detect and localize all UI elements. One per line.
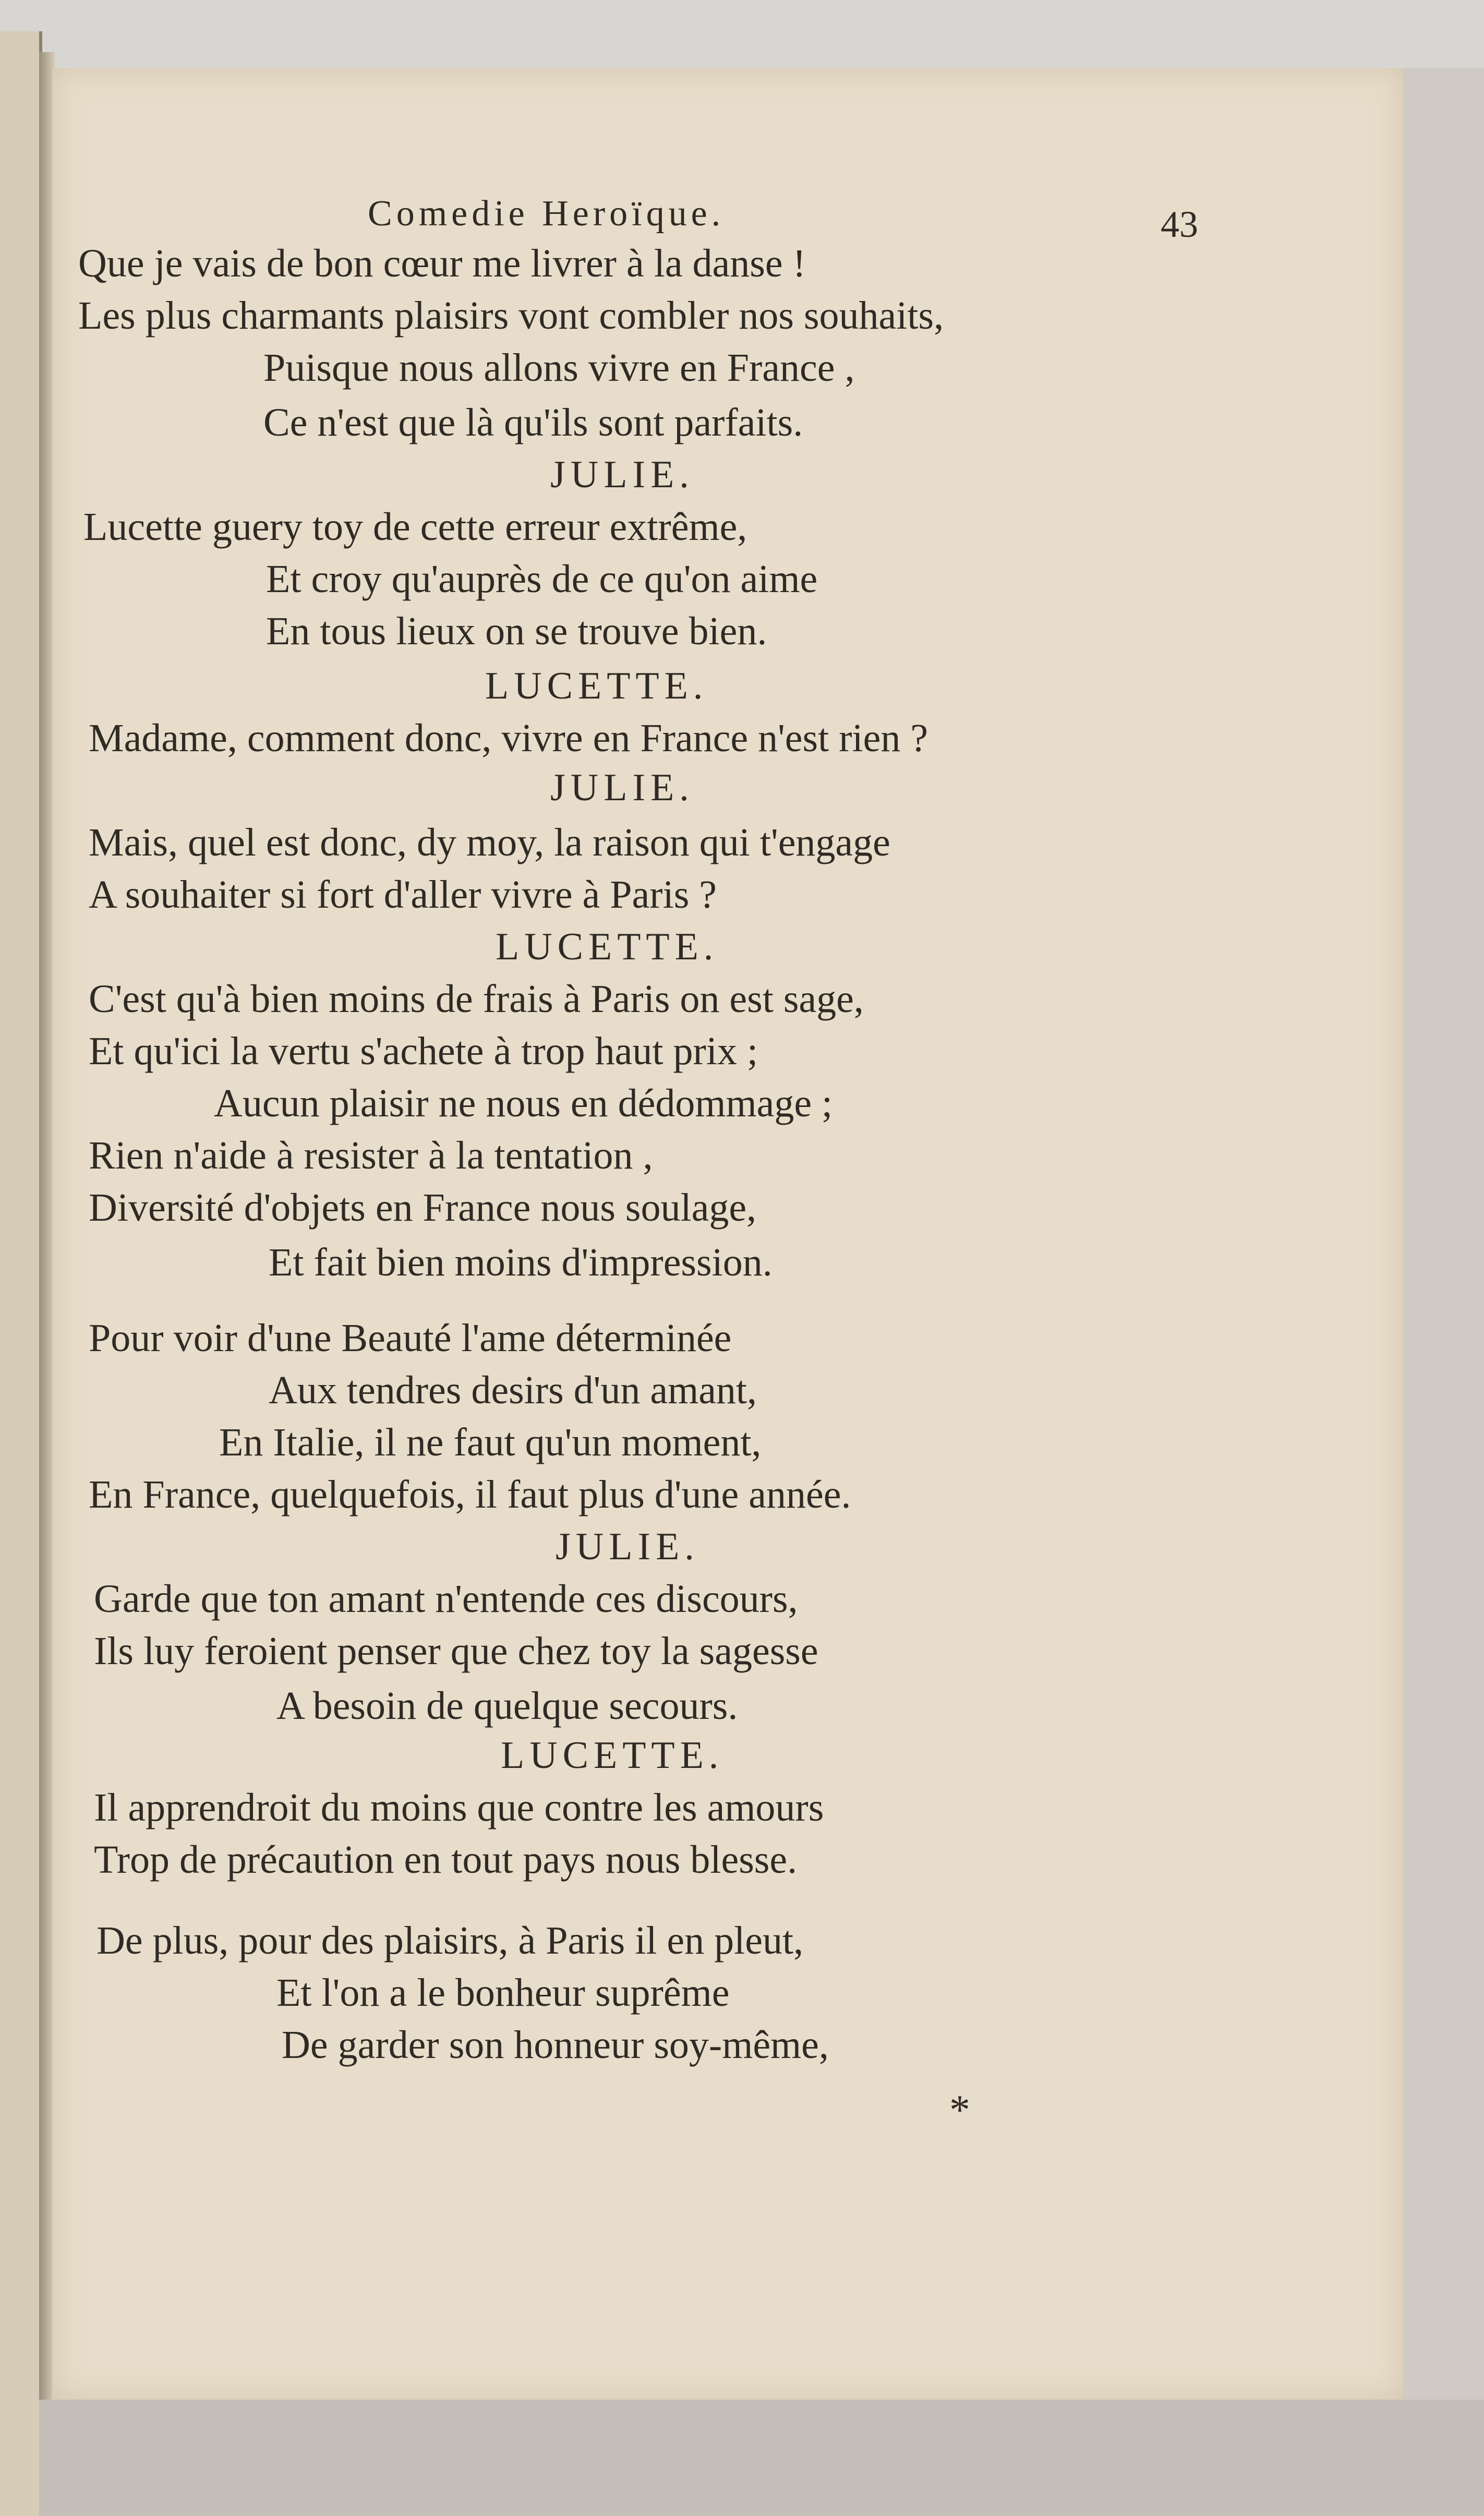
verse-line: De plus, pour des plaisirs, à Paris il en pleut, xyxy=(96,1919,804,1963)
verse-line: Ce n'est que là qu'ils sont parfaits. xyxy=(263,401,803,444)
speaker-heading: LUCETTE. xyxy=(485,665,708,707)
speaker-heading: JULIE. xyxy=(550,453,694,496)
verse-line: Puisque nous allons vivre en France , xyxy=(263,346,855,390)
verse-line: En Italie, il ne faut qu'un moment, xyxy=(219,1420,762,1464)
speaker-heading: LUCETTE. xyxy=(501,1734,724,1777)
speaker-heading: LUCETTE. xyxy=(496,925,719,968)
scan-background xyxy=(0,0,1484,73)
speaker-heading: JULIE. xyxy=(556,1525,699,1568)
scan-margin-right xyxy=(1403,68,1484,2516)
facing-page-edge xyxy=(0,31,42,2516)
verse-line: De garder son honneur soy-même, xyxy=(282,2023,829,2067)
running-title: Comedie Heroïque. xyxy=(368,194,725,234)
verse-line: Les plus charmants plaisirs vont combler nos souhaits, xyxy=(78,294,944,338)
verse-line: Et croy qu'auprès de ce qu'on aime xyxy=(266,557,818,601)
verse-line: A souhaiter si fort d'aller vivre à Paris ? xyxy=(89,873,717,917)
verse-line: Mais, quel est donc, dy moy, la raison qui t'engage xyxy=(89,821,890,864)
verse-line: Il apprendroit du moins que contre les amours xyxy=(94,1786,824,1829)
signature-mark: * xyxy=(949,2087,970,2133)
verse-line: Garde que ton amant n'entende ces discours, xyxy=(94,1577,798,1621)
verse-line: A besoin de quelque secours. xyxy=(276,1684,738,1728)
verse-line: Trop de précaution en tout pays nous blesse. xyxy=(94,1838,798,1882)
verse-line: Et l'on a le bonheur suprême xyxy=(276,1971,730,2015)
verse-line: En France, quelquefois, il faut plus d'une année. xyxy=(89,1473,851,1516)
verse-line: Lucette guery toy de cette erreur extrême, xyxy=(83,505,747,549)
speaker-heading: JULIE. xyxy=(550,766,694,809)
verse-line: Ils luy feroient penser que chez toy la sagesse xyxy=(94,1629,818,1673)
verse-line: Aucun plaisir ne nous en dédommage ; xyxy=(214,1081,833,1125)
verse-line: Et fait bien moins d'impression. xyxy=(269,1241,773,1284)
page-number: 43 xyxy=(1161,203,1198,245)
verse-line: Aux tendres desirs d'un amant, xyxy=(269,1368,757,1412)
verse-line: Diversité d'objets en France nous soulage, xyxy=(89,1186,757,1230)
verse-line: Madame, comment donc, vivre en France n'est rien ? xyxy=(89,716,928,760)
scan-margin-bottom xyxy=(39,2400,1484,2516)
verse-line: Pour voir d'une Beauté l'ame déterminée xyxy=(89,1316,732,1360)
verse-line: C'est qu'à bien moins de frais à Paris on est sage, xyxy=(89,977,864,1021)
verse-line: En tous lieux on se trouve bien. xyxy=(266,609,767,653)
verse-line: Rien n'aide à resister à la tentation , xyxy=(89,1134,653,1177)
verse-line: Et qu'ici la vertu s'achete à trop haut prix ; xyxy=(89,1029,758,1073)
verse-line: Que je vais de bon cœur me livrer à la danse ! xyxy=(78,242,806,285)
